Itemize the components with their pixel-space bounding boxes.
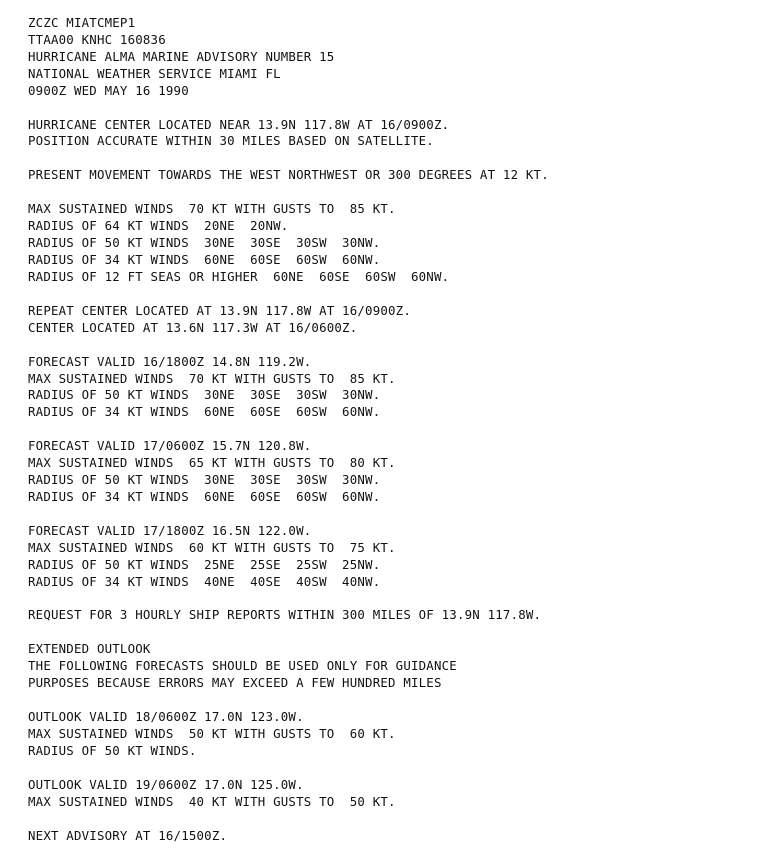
center-position-section [28,117,758,151]
text-line: OUTLOOK VALID 18/0600Z 17.0N 123.0W. [28,709,304,725]
text-line: HURRICANE CENTER LOCATED NEAR 13.9N 117.8W AT 16/0900Z. [28,116,450,132]
advisory-header [28,15,758,100]
text-line: MAX SUSTAINED WINDS 65 KT WITH GUSTS TO 80 KT. [28,455,396,471]
text-line: RADIUS OF 64 KT WINDS 20NE 20NW. [28,218,289,234]
text-line: MAX SUSTAINED WINDS 40 KT WITH GUSTS TO 50 KT. [28,793,396,809]
text-line: RADIUS OF 12 FT SEAS OR HIGHER 60NE 60SE 60SW 60NW. [28,268,450,284]
marine-advisory-document [28,15,758,862]
text-line: RADIUS OF 34 KT WINDS 60NE 60SE 60SW 60NW. [28,404,381,420]
forecast-section [28,354,758,422]
header-line: NATIONAL WEATHER SERVICE MIAMI FL [28,65,281,81]
repeat-center-section [28,303,758,337]
text-line: RADIUS OF 34 KT WINDS 60NE 60SE 60SW 60NW. [28,488,381,504]
text-line: POSITION ACCURATE WITHIN 30 MILES BASED ON SATELLITE. [28,133,434,149]
text-line: RADIUS OF 50 KT WINDS 30NE 30SE 30SW 30NW. [28,472,381,488]
header-line: TTAA00 KNHC 160836 [28,31,166,47]
text-line: RADIUS OF 34 KT WINDS 60NE 60SE 60SW 60NW. [28,251,381,267]
text-line: NEXT ADVISORY AT 16/1500Z. [28,827,228,843]
text-line: FORECAST VALID 17/1800Z 16.5N 122.0W. [28,522,312,538]
outlook-section [28,709,758,760]
movement-section [28,167,758,184]
text-line: FORECAST VALID 17/0600Z 15.7N 120.8W. [28,438,312,454]
text-line: RADIUS OF 34 KT WINDS 40NE 40SE 40SW 40NW. [28,573,381,589]
extended-outlook-section [28,641,758,692]
text-line: REPEAT CENTER LOCATED AT 13.9N 117.8W AT 16/0900Z. [28,302,411,318]
next-advisory-section [28,828,758,845]
text-line: RADIUS OF 50 KT WINDS 25NE 25SE 25SW 25NW. [28,556,381,572]
header-line: HURRICANE ALMA MARINE ADVISORY NUMBER 15 [28,48,335,64]
text-line: MAX SUSTAINED WINDS 70 KT WITH GUSTS TO 85 KT. [28,370,396,386]
text-line: MAX SUSTAINED WINDS 50 KT WITH GUSTS TO 60 KT. [28,726,396,741]
header-line: ZCZC MIATCMEP1 [28,15,136,30]
text-line: RADIUS OF 50 KT WINDS 30NE 30SE 30SW 30NW. [28,387,381,403]
text-line: CENTER LOCATED AT 13.6N 117.3W AT 16/0600Z. [28,319,358,335]
text-line: REQUEST FOR 3 HOURLY SHIP REPORTS WITHIN 300 MILES OF 13.9N 117.8W. [28,607,542,623]
forecast-section [28,438,758,506]
text-line: RADIUS OF 50 KT WINDS. [28,742,197,758]
winds-section [28,201,758,286]
text-line: RADIUS OF 50 KT WINDS 30NE 30SE 30SW 30NW. [28,235,381,251]
text-line: EXTENDED OUTLOOK [28,641,151,657]
outlook-section [28,777,758,811]
header-line: 0900Z WED MAY 16 1990 [28,82,189,98]
ship-report-request-section [28,607,758,624]
text-line: THE FOLLOWING FORECASTS SHOULD BE USED ONLY FOR GUIDANCE [28,658,457,674]
text-line: MAX SUSTAINED WINDS 70 KT WITH GUSTS TO 85 KT. [28,201,396,217]
text-line: FORECAST VALID 16/1800Z 14.8N 119.2W. [28,353,312,369]
text-line: MAX SUSTAINED WINDS 60 KT WITH GUSTS TO 75 KT. [28,539,396,555]
text-line: OUTLOOK VALID 19/0600Z 17.0N 125.0W. [28,776,304,792]
text-line: PURPOSES BECAUSE ERRORS MAY EXCEED A FEW HUNDRED MILES [28,675,442,691]
forecast-section [28,523,758,591]
text-line: PRESENT MOVEMENT TOWARDS THE WEST NORTHWEST OR 300 DEGREES AT 12 KT. [28,167,549,183]
